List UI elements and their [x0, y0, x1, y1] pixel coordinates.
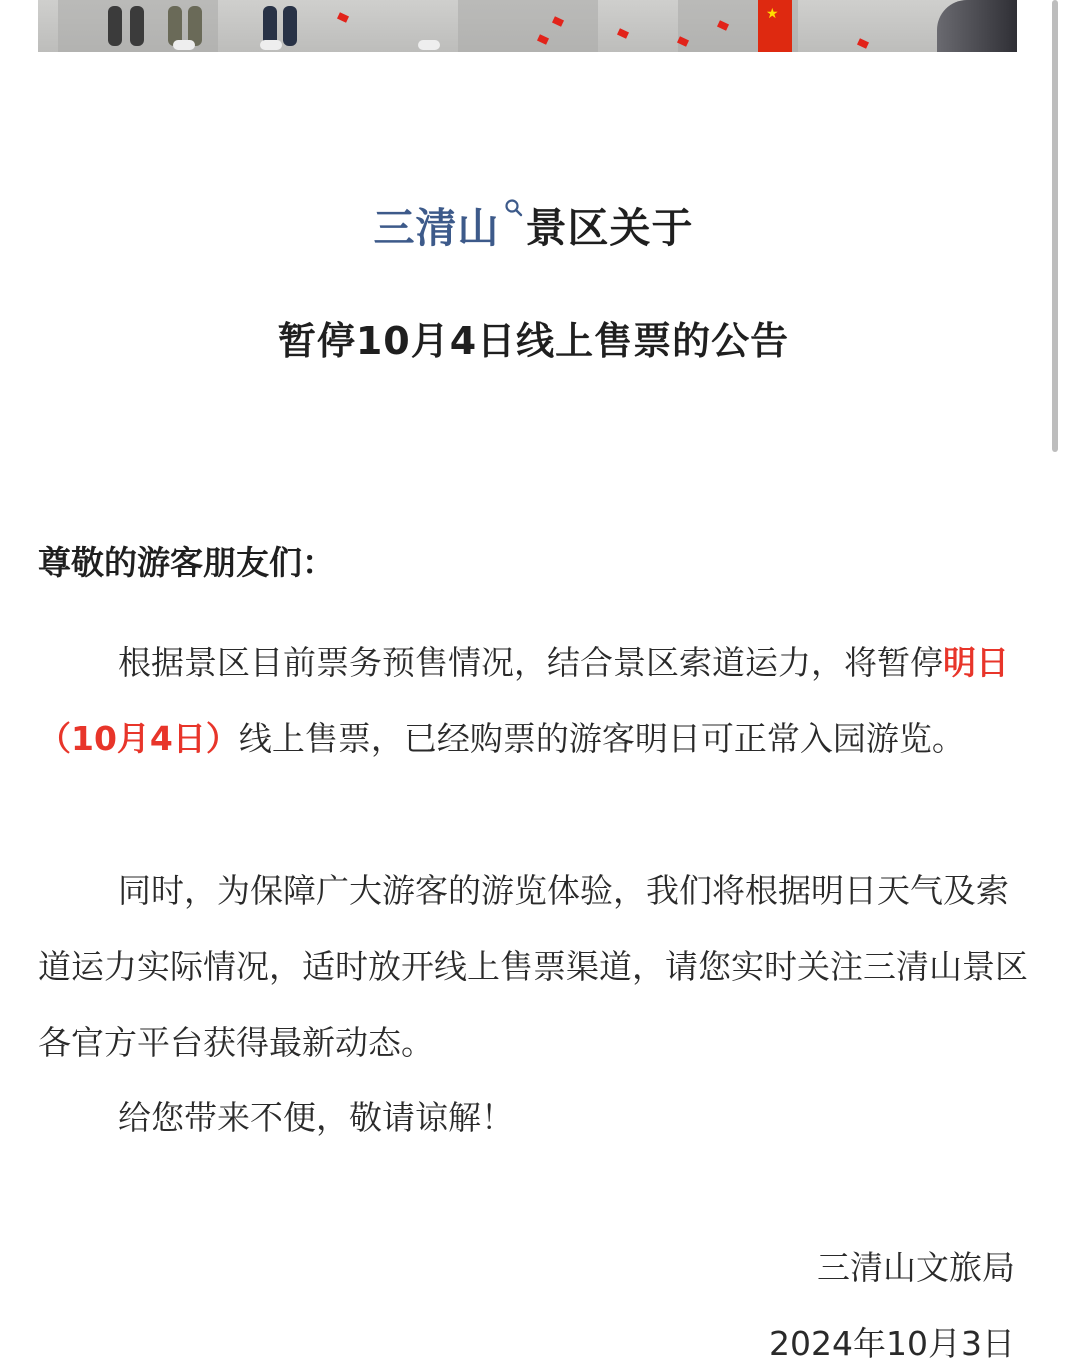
paragraph-1	[38, 625, 1028, 777]
paragraph-1-text-end: 线上售票，已经购票的游客明日可正常入园游览。	[238, 719, 965, 758]
paragraph-1-text: 根据景区目前票务预售情况，结合景区索道运力，将暂停	[118, 643, 943, 682]
paper-flag	[617, 28, 629, 39]
walker-shoe	[173, 40, 195, 50]
announcement-title-line2: 暂停10月4日线上售票的公告	[277, 319, 790, 363]
date-highlight: 明日（10月4日）	[38, 643, 1009, 758]
paragraph-2-text: 同时，为保障广大游客的游览体验，我们将根据明日天气及索道运力实际情况，适时放开线上售票渠道，请您实时关注三清山景区各官方平台获得最新动态。	[38, 871, 1028, 1062]
walker-shoe	[418, 40, 440, 50]
title-text: 景区关于	[525, 204, 694, 252]
paragraph-3	[38, 1080, 1028, 1156]
paragraph-2	[38, 853, 1028, 1081]
person-figure	[937, 0, 1017, 52]
search-icon[interactable]	[504, 182, 524, 204]
scenic-area-search-link[interactable]: 三清山	[373, 204, 500, 252]
paragraph-3-text: 给您带来不便，敬请谅解！	[118, 1098, 514, 1137]
pavement-tile	[458, 0, 598, 52]
china-flag-icon	[758, 0, 792, 52]
walker-shoe	[260, 40, 282, 50]
paper-flag	[857, 38, 869, 49]
walker-leg	[108, 6, 122, 46]
walker-leg	[283, 6, 297, 46]
announcement-title-line1	[0, 195, 1067, 254]
greeting: 尊敬的游客朋友们：	[38, 543, 335, 582]
signature-date: 2024年10月3日	[769, 1324, 1015, 1363]
signature-organization: 三清山文旅局	[817, 1248, 1015, 1287]
walker-leg	[130, 6, 144, 46]
paper-flag	[337, 12, 349, 23]
banner-image	[38, 0, 1017, 52]
